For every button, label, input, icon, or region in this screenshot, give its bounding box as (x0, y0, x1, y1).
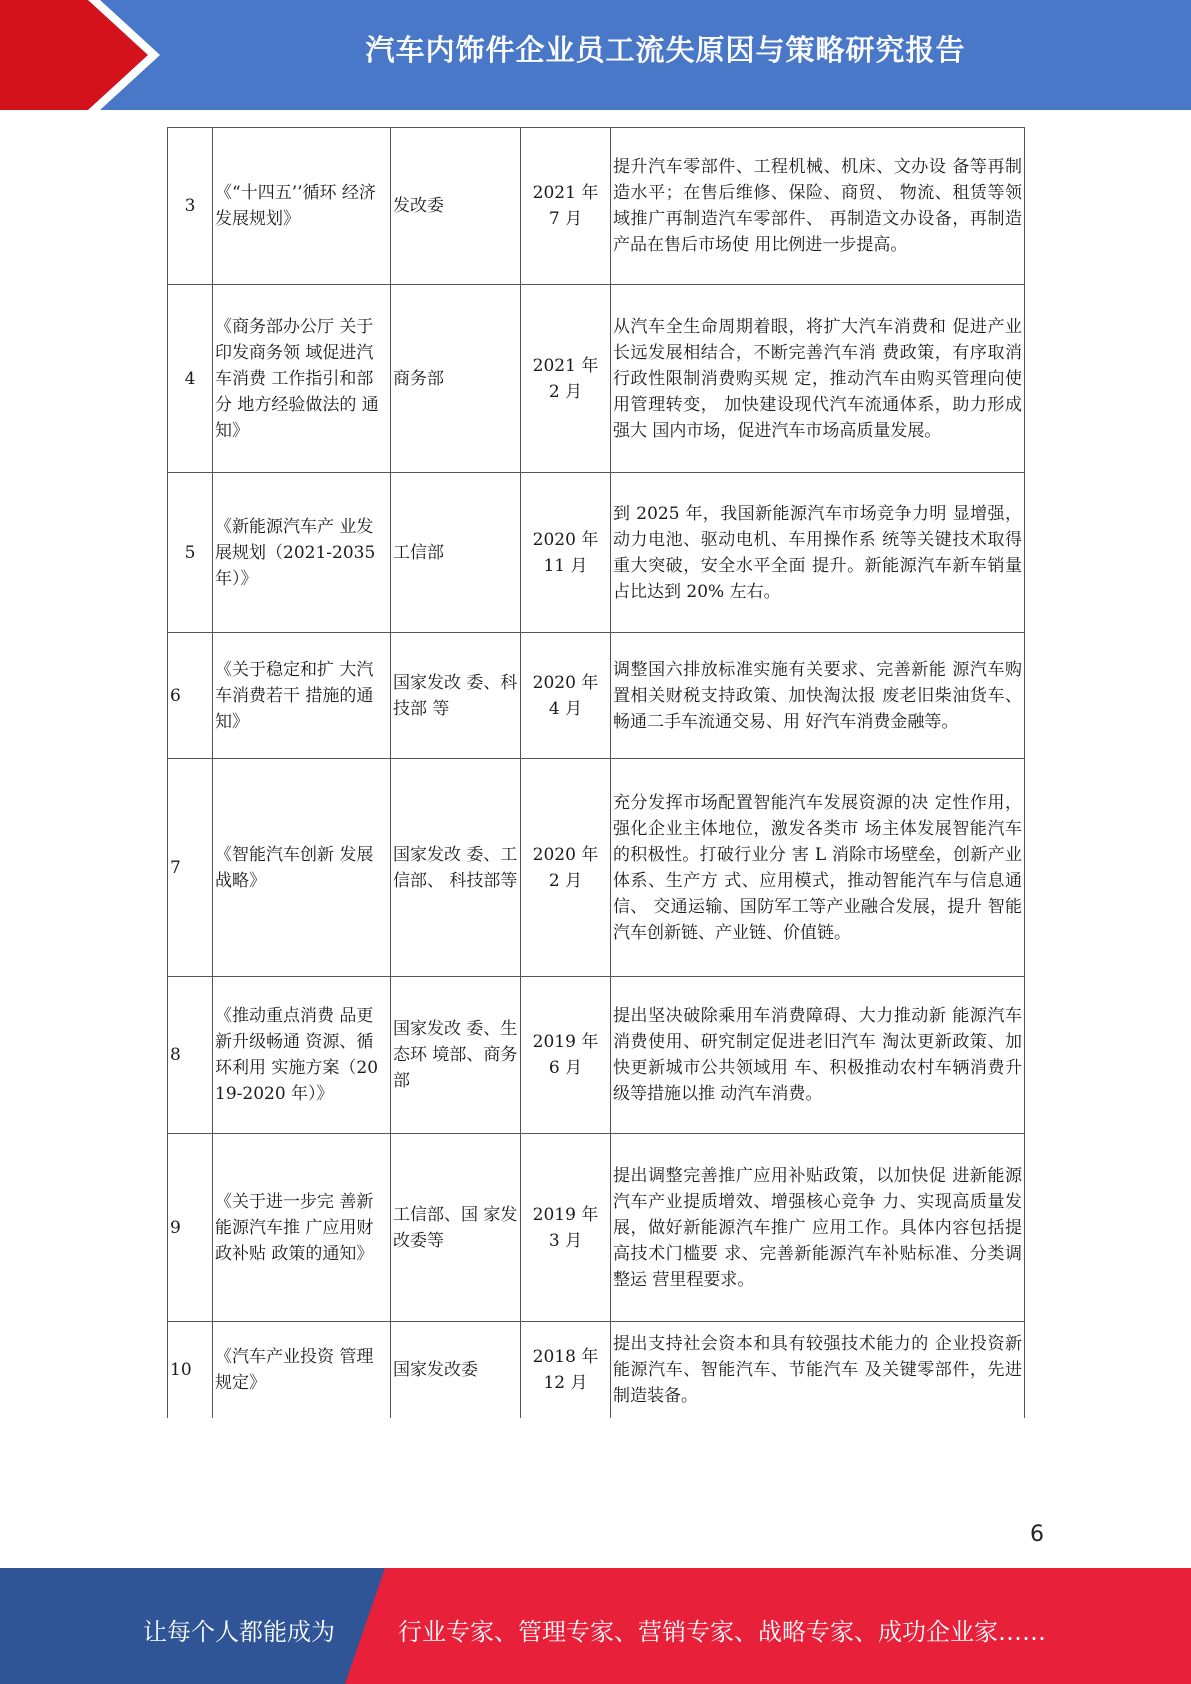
table-row (168, 285, 1025, 473)
policy-description: 提出支持社会资本和具有较强技术能力的 企业投资新能源汽车、智能汽车、节能汽车 及关键零部件，先进制造装备。 (611, 1322, 1025, 1418)
issuing-department: 国家发改委 (391, 1322, 521, 1418)
policy-table (167, 127, 1025, 1418)
issue-date (521, 128, 611, 285)
issuing-department: 商务部 (391, 285, 521, 473)
issue-month: 2 月 (548, 870, 583, 891)
table-row (168, 473, 1025, 633)
row-number: 9 (168, 1134, 213, 1322)
policy-description: 提升汽车零部件、工程机械、机床、文办设 备等再制造水平；在售后维修、保险、商贸、 物流、租赁等领域推广再制造汽车零部件、 再制造文办设备，再制造产品在售后市场使 用比例进一步提高。 (611, 128, 1025, 285)
policy-name: 《新能源汽车产 业发展规划（2021-2035 年）》 (213, 473, 391, 633)
page-header (0, 0, 1191, 110)
table-row (168, 759, 1025, 977)
policy-name: 《关于进一步完 善新能源汽车推 广应用财政补贴 政策的通知》 (213, 1134, 391, 1322)
issue-date (521, 473, 611, 633)
policy-name: 《智能汽车创新 发展战略》 (213, 759, 391, 977)
policy-description: 充分发挥市场配置智能汽车发展资源的决 定性作用，强化企业主体地位，激发各类市 场主体发展智能汽车的积极性。打破行业分 害 L 消除市场壁垒，创新产业体系、生产方 式、应用模式，推动智能汽车与信息通信、 交通运输、国防军工等产业融合发展，提升 智能汽车创新链、产业链、价值链。 (611, 759, 1025, 977)
policy-name: 《汽车产业投资 管理规定》 (213, 1322, 391, 1418)
issuing-department: 发改委 (391, 128, 521, 285)
issuing-department: 工信部、国 家发改委等 (391, 1134, 521, 1322)
table-row (168, 1134, 1025, 1322)
issue-month: 12 月 (543, 1372, 588, 1393)
row-number: 10 (168, 1322, 213, 1418)
policy-description: 从汽车全生命周期着眼，将扩大汽车消费和 促进产业长远发展相结合，不断完善汽车消 费政策，有序取消行政性限制消费购买规 定，推动汽车由购买管理向使用管理转变， 加快建设现代汽车流通体系，助力形成强大 国内市场，促进汽车市场高质量发展。 (611, 285, 1025, 473)
issuing-department: 国家发改 委、生态环 境部、商务 部 (391, 977, 521, 1134)
issuing-department: 国家发改 委、工信部、 科技部等 (391, 759, 521, 977)
issue-year: 2020 年 (532, 844, 599, 865)
issue-year: 2021 年 (532, 183, 599, 203)
policy-description: 提出坚决破除乘用车消费障碍、大力推动新 能源汽车消费使用、研究制定促进老旧汽车 淘汰更新政策、加快更新城市公共领域用 车、积极推动农村车辆消费升级等措施以推 动汽车消费。 (611, 977, 1025, 1134)
issue-year: 2018 年 (532, 1346, 599, 1367)
row-number: 8 (168, 977, 213, 1134)
issue-month: 3 月 (548, 1230, 583, 1251)
issue-year: 2021 年 (532, 355, 599, 376)
issue-date (521, 759, 611, 977)
page-number: 6 (1030, 1522, 1044, 1547)
issuing-department: 国家发改 委、科技部 等 (391, 633, 521, 759)
table-row (168, 128, 1025, 285)
issue-month: 2 月 (548, 381, 583, 402)
footer-slogan-left: 让每个人都能成为 (143, 1618, 335, 1646)
issue-month: 7 月 (548, 209, 583, 229)
issuing-department: 工信部 (391, 473, 521, 633)
footer-slogan-right: 行业专家、管理专家、营销专家、战略专家、成功企业家…… (398, 1618, 1046, 1646)
table-row (168, 1322, 1025, 1418)
issue-date (521, 1322, 611, 1418)
policy-name: 《推动重点消费 品更新升级畅通 资源、循环利用 实施方案（2019-2020 年）》 (213, 977, 391, 1134)
issue-month: 6 月 (548, 1058, 583, 1078)
row-number: 4 (168, 285, 213, 473)
issue-year: 2020 年 (532, 672, 599, 693)
policy-description: 到 2025 年，我国新能源汽车市场竞争力明 显增强，动力电池、驱动电机、车用操作系 统等关键技术取得重大突破，安全水平全面 提升。新能源汽车新车销量占比达到 20% 左右。 (611, 473, 1025, 633)
policy-name: 《商务部办公厅 关于印发商务领 域促进汽车消费 工作指引和部分 地方经验做法的 通知》 (213, 285, 391, 473)
issue-year: 2019 年 (532, 1032, 599, 1052)
issue-date (521, 977, 611, 1134)
policy-name: 《关于稳定和扩 大汽车消费若干 措施的通知》 (213, 633, 391, 759)
issue-month: 11 月 (543, 555, 588, 576)
policy-name: 《“十四五’’循环 经济发展规划》 (213, 128, 391, 285)
row-number: 7 (168, 759, 213, 977)
page-footer (0, 1568, 1191, 1684)
table-row (168, 977, 1025, 1134)
row-number: 6 (168, 633, 213, 759)
row-number: 3 (168, 128, 213, 285)
row-number: 5 (168, 473, 213, 633)
policy-description: 调整国六排放标准实施有关要求、完善新能 源汽车购置相关财税支持政策、加快淘汰报 废老旧柴油货车、畅通二手车流通交易、用 好汽车消费金融等。 (611, 633, 1025, 759)
issue-year: 2020 年 (532, 529, 599, 550)
issue-date (521, 633, 611, 759)
table-row (168, 633, 1025, 759)
page-title: 汽车内饰件企业员工流失原因与策略研究报告 (365, 33, 966, 67)
issue-date (521, 1134, 611, 1322)
header-arrow-icon (0, 0, 160, 110)
policy-description: 提出调整完善推广应用补贴政策，以加快促 进新能源汽车产业提质增效、增强核心竞争 力、实现高质量发展，做好新能源汽车推广 应用工作。具体内容包括提高技术门槛要 求、完善新能源汽车补贴标准、分类调整运 营里程要求。 (611, 1134, 1025, 1322)
issue-year: 2019 年 (532, 1204, 599, 1225)
issue-date (521, 285, 611, 473)
issue-month: 4 月 (548, 698, 583, 719)
